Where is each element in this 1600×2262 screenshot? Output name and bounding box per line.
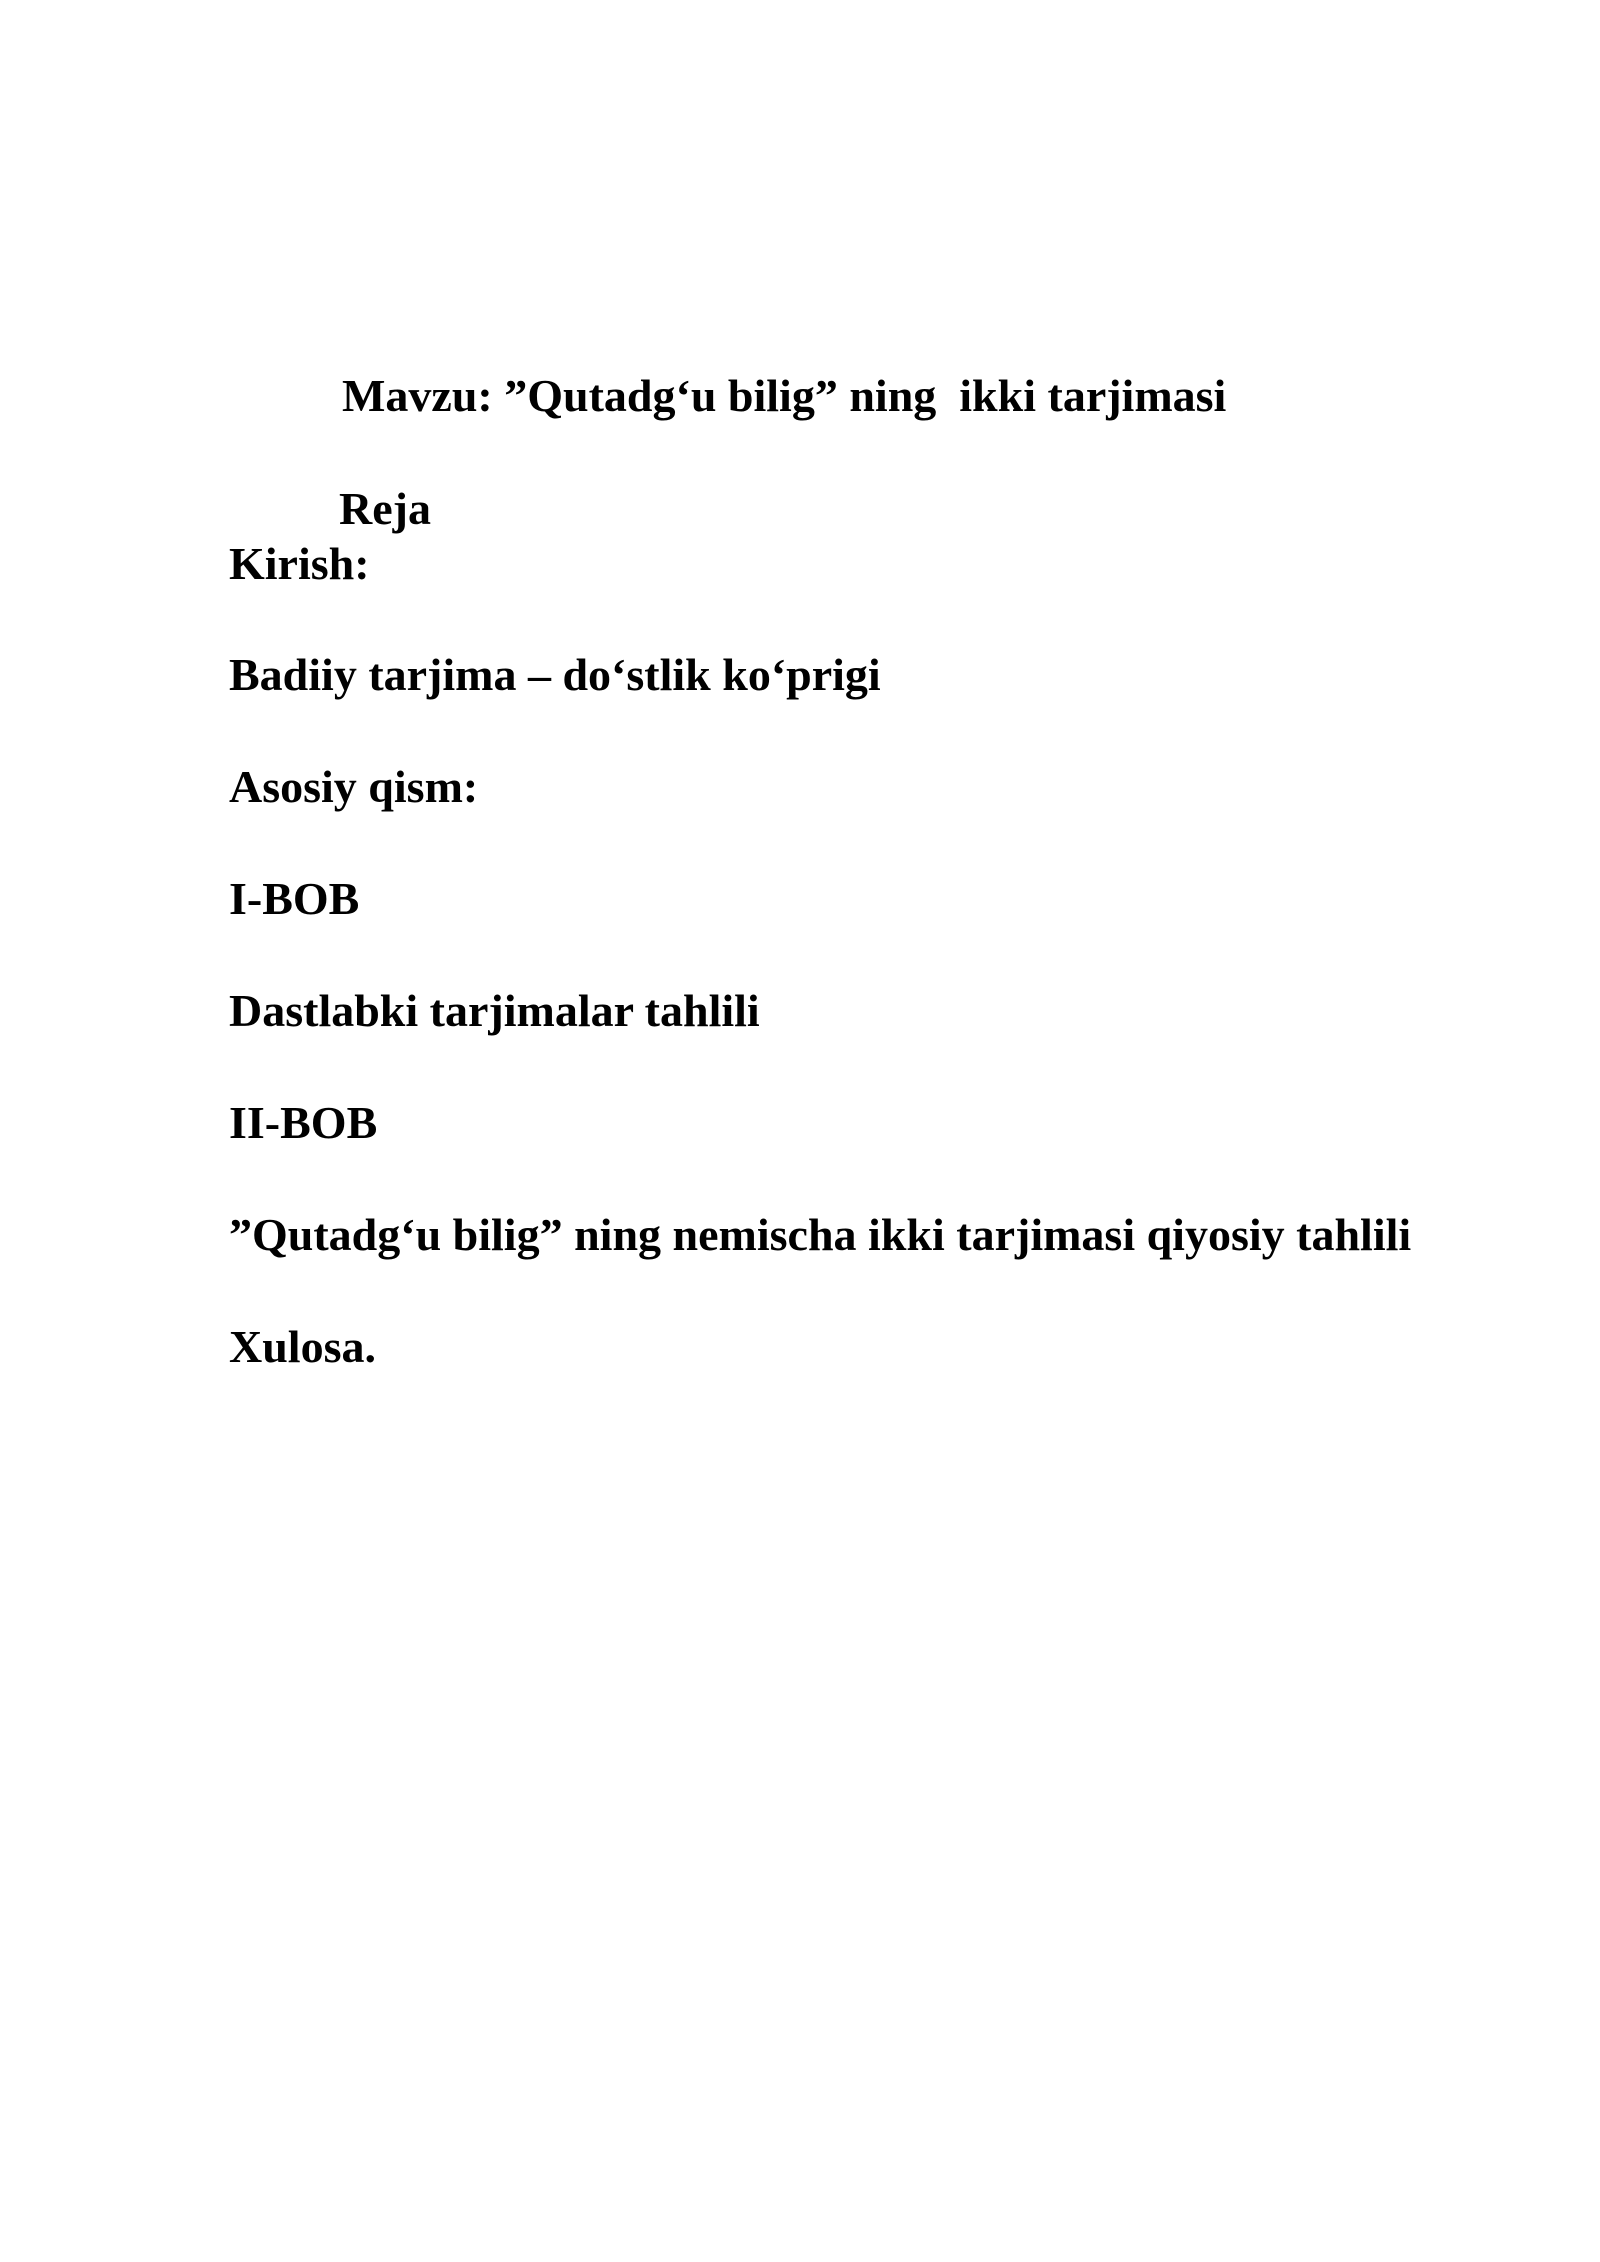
plan-heading: Reja: [339, 483, 431, 534]
plan-item-conclusion: Xulosa.: [229, 1321, 376, 1372]
plan-item-introduction-topic: Badiiy tarjima – do‘stlik ko‘prigi: [229, 649, 881, 700]
plan-item-chapter-1-topic: Dastlabki tarjimalar tahlili: [229, 985, 760, 1036]
plan-item-chapter-2: II-BOB: [229, 1097, 378, 1148]
plan-item-introduction: Kirish:: [229, 538, 370, 589]
plan-item-chapter-2-topic: ”Qutadg‘u bilig” ning nemischa ikki tarjimasi qiyosiy tahlili: [229, 1209, 1412, 1260]
plan-item-main-part: Asosiy qism:: [229, 761, 479, 812]
document-title: Mavzu: ”Qutadg‘u bilig” ning ikki tarjimasi: [342, 370, 1227, 421]
plan-item-chapter-1: I-BOB: [229, 873, 360, 924]
